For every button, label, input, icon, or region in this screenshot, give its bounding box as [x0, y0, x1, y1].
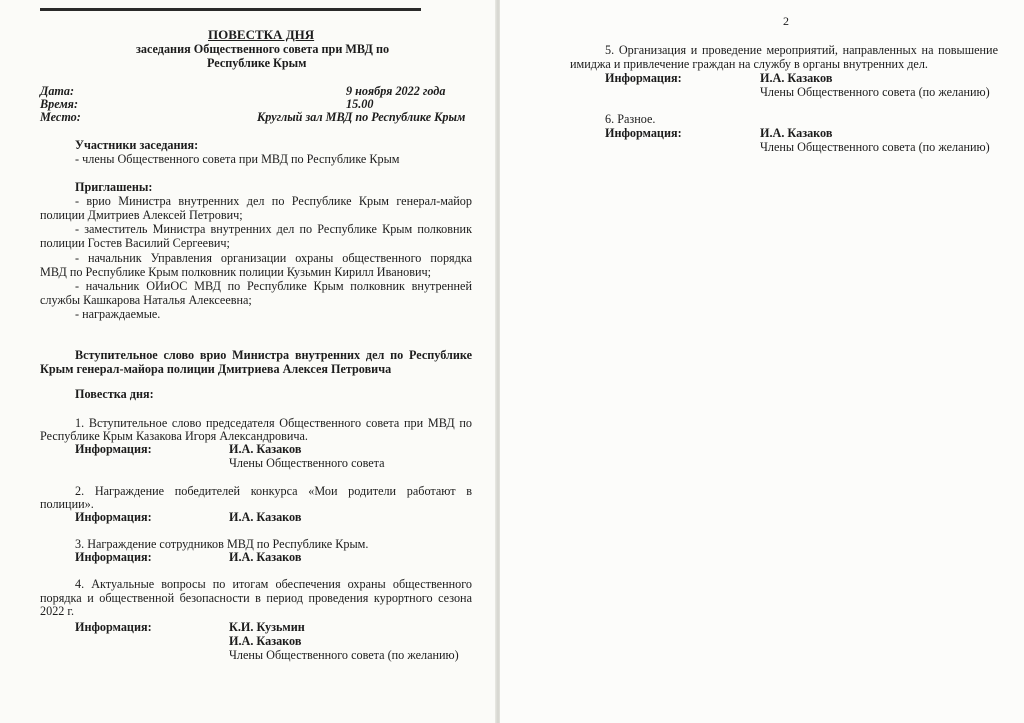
item6-info-label: Информация:	[605, 126, 682, 140]
invited-line: полиции Дмитриев Алексей Петрович;	[40, 208, 243, 222]
invited-heading: Приглашены:	[75, 180, 153, 194]
date-value: 9 ноября 2022 года	[346, 84, 446, 98]
item4-info-name-1: К.И. Кузьмин	[229, 620, 305, 634]
item4-info-extra: Члены Общественного совета (по желанию)	[229, 648, 459, 662]
item1-info-extra: Члены Общественного совета	[229, 456, 385, 470]
agenda-heading: Повестка дня:	[75, 387, 154, 401]
invited-line: МВД по Республике Крым полковник полиции Кузьмин Кирилл Иванович;	[40, 265, 432, 279]
item2-info-name: И.А. Казаков	[229, 510, 302, 524]
item3-info-name: И.А. Казаков	[229, 550, 302, 564]
item4-info-label: Информация:	[75, 620, 152, 634]
item4-line-2: порядка и общественной безопасности в период проведения курортного сезона	[40, 591, 472, 605]
invited-line: - начальник ОИиОС МВД по Республике Крым полковник внутренней	[75, 279, 472, 293]
document-subtitle-1: заседания Общественного совета при МВД по	[136, 42, 390, 56]
item3-line-1: 3. Награждение сотрудников МВД по Республике Крым.	[75, 537, 369, 551]
page-right	[500, 0, 1024, 723]
item5-info-label: Информация:	[605, 71, 682, 85]
invited-line: - заместитель Министра внутренних дел по Республике Крым полковник	[75, 222, 472, 236]
time-label: Время:	[40, 97, 79, 111]
item4-line-1: 4. Актуальные вопросы по итогам обеспечения охраны общественного	[75, 577, 472, 591]
item5-line-2: имиджа и привлечение граждан на службу в органы внутренних дел.	[570, 57, 928, 71]
time-value: 15.00	[346, 97, 374, 111]
document-subtitle-2: Республике Крым	[207, 56, 307, 70]
invited-line: - начальник Управления организации охраны общественного порядка	[75, 251, 472, 265]
invited-line: - врио Министра внутренних дел по Республике Крым генерал-майор	[75, 194, 472, 208]
item6-info-name: И.А. Казаков	[760, 126, 833, 140]
page-number: 2	[783, 14, 789, 28]
opening-line-1: Вступительное слово врио Министра внутренних дел по Республике	[75, 348, 472, 362]
place-value: Круглый зал МВД по Республике Крым	[257, 110, 466, 124]
item5-info-extra: Члены Общественного совета (по желанию)	[760, 85, 990, 99]
item2-info-label: Информация:	[75, 510, 152, 524]
item2-line-1: 2. Награждение победителей конкурса «Мои родители работают в	[75, 484, 472, 498]
participants-heading: Участники заседания:	[75, 138, 199, 152]
place-label: Место:	[40, 110, 81, 124]
invited-line: - награждаемые.	[75, 307, 161, 321]
item1-info-name: И.А. Казаков	[229, 442, 302, 456]
invited-line: службы Кашкарова Наталья Алексеевна;	[40, 293, 252, 307]
invited-line: полиции Гостев Василий Сергеевич;	[40, 236, 230, 250]
item1-info-label: Информация:	[75, 442, 152, 456]
item5-info-name: И.А. Казаков	[760, 71, 833, 85]
item4-line-3: 2022 г.	[40, 604, 75, 618]
top-rule	[40, 8, 421, 11]
page-left	[0, 0, 497, 723]
item5-line-1: 5. Организация и проведение мероприятий, направленных на повышение	[605, 43, 998, 57]
item6-info-extra: Члены Общественного совета (по желанию)	[760, 140, 990, 154]
item2-line-2: полиции».	[40, 497, 94, 511]
item3-info-label: Информация:	[75, 550, 152, 564]
document-title: ПОВЕСТКА ДНЯ	[208, 27, 315, 42]
date-label: Дата:	[40, 84, 75, 98]
item4-info-name-2: И.А. Казаков	[229, 634, 302, 648]
opening-line-2: Крым генерал-майора полиции Дмитриева Алексея Петровича	[40, 362, 392, 376]
item6-line-1: 6. Разное.	[605, 112, 656, 126]
item1-line-2: Республике Крым Казакова Игоря Александровича.	[40, 429, 308, 443]
item1-line-1: 1. Вступительное слово председателя Общественного совета при МВД по	[75, 416, 472, 430]
participants-line: - члены Общественного совета при МВД по Республике Крым	[75, 152, 400, 166]
